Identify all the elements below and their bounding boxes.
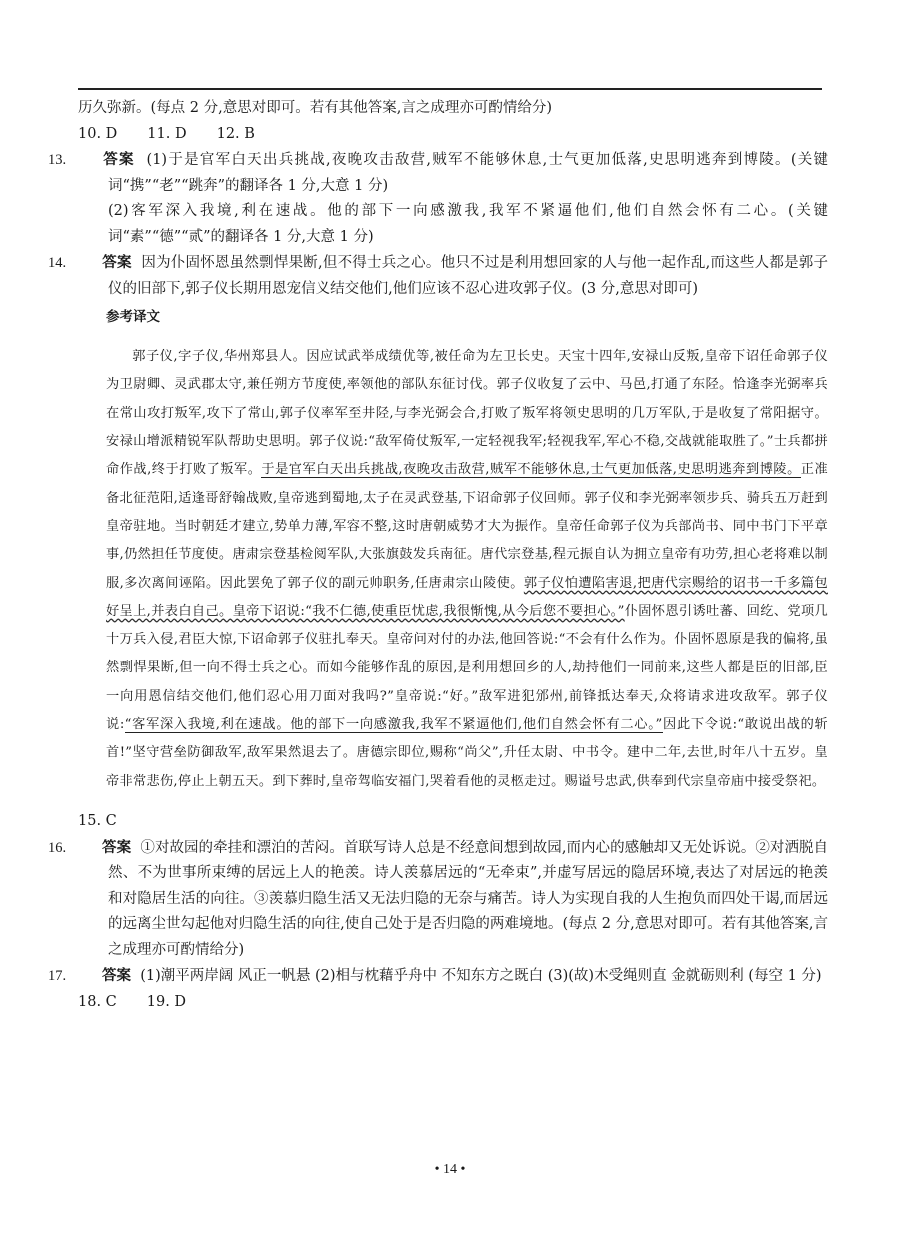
- q16-text: ①对故园的牵挂和漂泊的苦闷。首联写诗人总是不经意间想到故园,而内心的感触却又无处诉说。②对洒脱自然、不为世事所束缚的居远上人的艳羡。诗人羡慕居远的“无牵束”,并虚写居远的隐居环境,表达了对居远的艳羡和对隐居生活的向往。③羡慕归隐生活又无法归隐的无奈与痛苦。诗人为实现自我的人生抱负而四处干谒,而居远的远离尘世勾起他对归隐生活的向往,使自己处于是否归隐的两难境地。(每点 2 分,意思对即可。若有其他答案,言之成理亦可酌情给分): [108, 839, 829, 958]
- q17-text: (1)潮平两岸阔 风正一帆悬 (2)相与枕藉乎舟中 不知东方之既白 (3)(故)木受绳则直 金就砺则利 (每空 1 分): [140, 968, 822, 985]
- q13-part1: [48, 147, 829, 199]
- answer-11: 11. D: [147, 125, 187, 142]
- translation-s2: 正准备北征范阳,适逢哥舒翰战败,皇帝逃到蜀地,太子在灵武登基,下诏命郭子仪回师。郭子仪和李光弼率领步兵、骑兵五万赶到皇帝驻地。当时朝廷才建立,势单力薄,军容不整,这时唐朝威势才大为振作。皇帝任命郭子仪为兵部尚书、同中书门下平章事,仍然担任节度使。唐肃宗登基检阅军队,大张旗鼓发兵南征。唐代宗登基,程元振自认为拥立皇帝有功劳,担心老将难以制服,多次离间诬陷。因此罢免了郭子仪的副元帅职务,任唐肃宗山陵使。: [106, 462, 828, 591]
- answer-12: 12. B: [216, 125, 255, 142]
- mc-answers-18-19: [78, 990, 828, 1016]
- q14-text: 因为仆固怀恩虽然剽悍果断,但不得士兵之心。他只不过是利用想回家的人与他一起作乱,而这些人都是郭子仪的旧部下,郭子仪长期用恩宠信义结交他们,他们应该不忍心进攻郭子仪。(3 分,意思对即可): [108, 255, 829, 297]
- q13-p1-text: (1)于是官军白天出兵挑战,夜晚攻击敌营,贼军不能够休息,士气更加低落,史思明逃奔到博陵。(关键词“携”“老”“跳奔”的翻译各 1 分,大意 1 分): [108, 152, 829, 194]
- q17-number: 17.: [48, 968, 67, 985]
- answer-10: 10. D: [78, 125, 118, 142]
- q17-answer: [48, 963, 828, 990]
- underlined-sentence-1: 于是官军白天出兵挑战,夜晚攻击敌营,贼军不能够休息,士气更加低落,史思明逃奔到博陵。: [261, 462, 801, 478]
- underlined-sentence-2: “客军深入我境,利在速战。他的部下一向感激我,我军不紧逼他们,他们自然会怀有二心。”: [124, 717, 663, 733]
- wavy-underlined-sentence: 郭子仪怕遭陷害退,把唐代宗赐给的诏书一千多篇包好呈上,并表白自己。皇帝下诏说:“我不仁德,使重臣忧虑,我很惭愧,从今后您不要担心。”: [106, 575, 828, 619]
- q16-number: 16.: [48, 839, 67, 856]
- translation-s3: 仆固怀恩引诱吐蕃、回纥、党项几十万兵入侵,君臣大惊,下诏命郭子仪驻扎奉天。皇帝问对付的办法,他回答说:“不会有什么作为。仆固怀恩原是我的偏将,虽然剽悍果断,但一向不得士兵之心。而如今能够作乱的原因,是利用想回乡的人,劫持他们一同前来,这些人都是臣的旧部,臣一向用恩信结交他们,他们忍心用刀面对我吗?”皇帝说:“好。”敌军进犯邠州,前锋抵达奉天,众将请求进攻敌军。郭子仪说:: [106, 603, 828, 733]
- answer-15: 15. C: [78, 813, 117, 830]
- continued-answer-line: 历久弥新。(每点 2 分,意思对即可。若有其他答案,言之成理亦可酌情给分): [78, 100, 552, 116]
- answer-18: 18. C: [78, 993, 117, 1010]
- question-13: [48, 147, 829, 250]
- reference-translation-body: [106, 343, 828, 796]
- header-rule: [78, 88, 822, 90]
- page-number: • 14 •: [434, 1162, 466, 1177]
- q14-number: 14.: [48, 255, 67, 271]
- q13-number: 13.: [48, 152, 67, 168]
- question-17: [48, 963, 828, 990]
- translation-s1: 郭子仪,字子仪,华州郑县人。因应试武举成绩优等,被任命为左卫长史。天宝十四年,安禄山反叛,皇帝下诏任命郭子仪为卫尉卿、灵武郡太守,兼任朔方节度使,率领他的部队东征讨伐。郭子仪收复了云中、马邑,打通了东陉。恰逢李光弼率兵在常山攻打叛军,攻下了常山,郭子仪率军至井陉,与李光弼会合,打败了叛军将领史思明的几万军队,于是收复了常阳据守。安禄山增派精锐军队帮助史思明。郭子仪说:“敌军倚仗叛军,一定轻视我军;轻视我军,军心不稳,交战就能取胜了。”士兵都拼命作战,终于打败了叛军。: [106, 349, 828, 478]
- q13-part2: (2)客军深入我境,利在速战。他的部下一向感激我,我军不紧逼他们,他们自然会怀有二心。(关键词“素”“德”“贰”的翻译各 1 分,大意 1 分): [108, 203, 828, 245]
- q16-answer: [48, 835, 829, 964]
- answer-19: 19. D: [146, 993, 187, 1010]
- q16-label: 答案: [102, 838, 132, 856]
- q14-label: 答案: [102, 254, 132, 271]
- q14-answer: [48, 250, 829, 302]
- question-14: [48, 250, 829, 302]
- q13-label: 答案: [102, 151, 135, 168]
- translation-s4: 因此下令说:“敢说出战的斩首!”坚守营垒防御敌军,敌军果然退去了。唐德宗即位,赐称“尚父”,升任太尉、中书令。建中二年,去世,时年八十五岁。皇帝非常悲伤,停止上朝五天。到下葬时,皇帝驾临安福门,哭着看他的灵柩走过。赐谥号忠武,供奉到代宗皇帝庙中接受祭祀。: [106, 717, 828, 789]
- q17-label: 答案: [102, 967, 131, 985]
- answer-key-content: [48, 96, 829, 1015]
- mc-answers-10-12: [78, 122, 828, 148]
- reference-translation-title: 参考译文: [106, 309, 160, 325]
- question-16: [48, 835, 829, 964]
